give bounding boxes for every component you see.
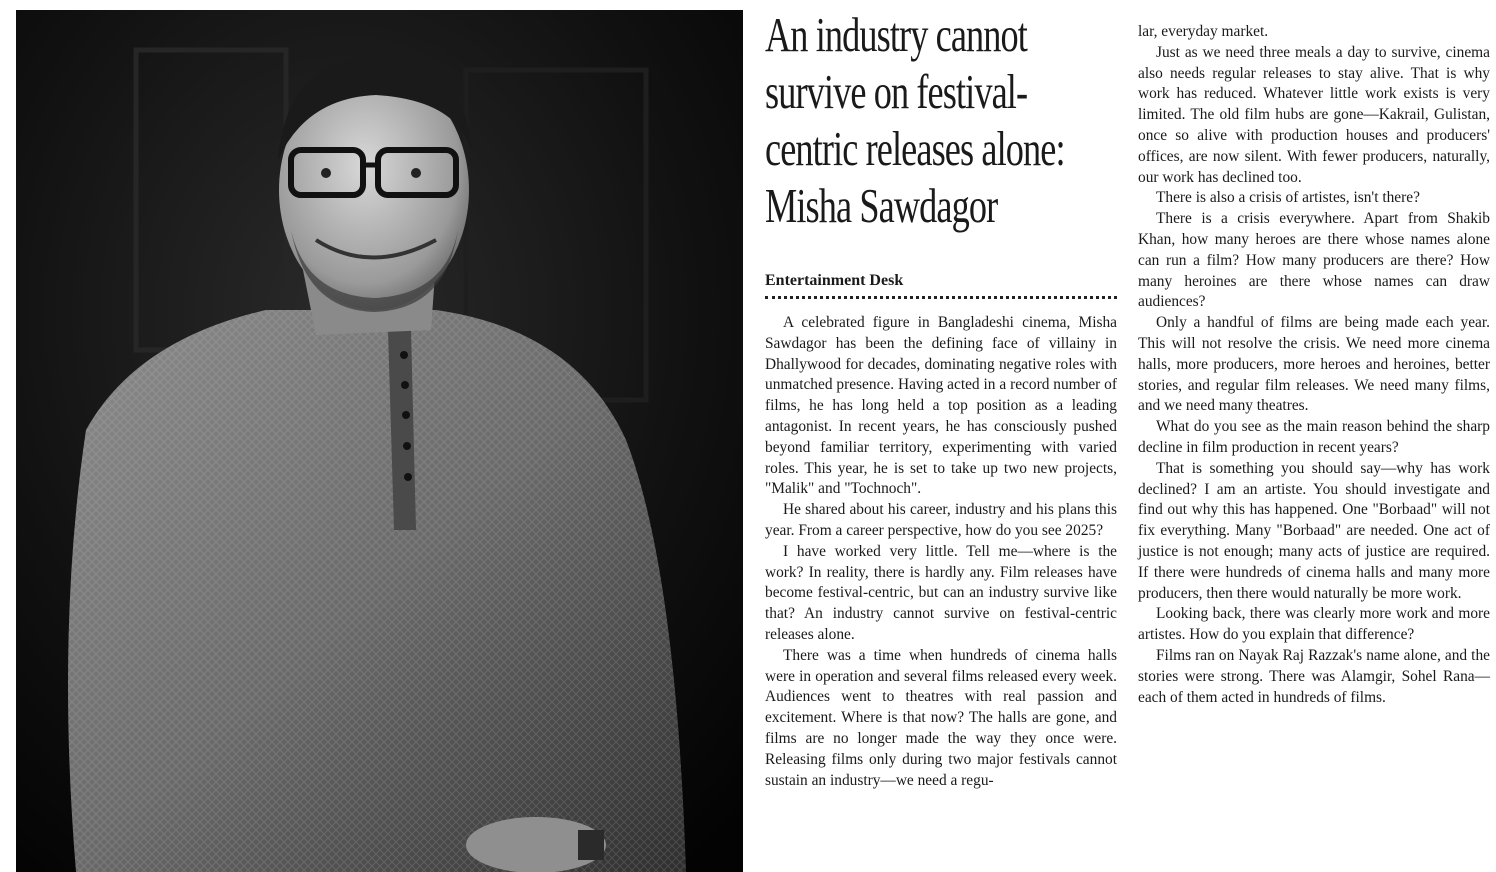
article-paragraph: He shared about his career, industry and his plans this year. From a career perspective, how do you see 2025? — [765, 501, 1117, 539]
article-paragraph: I have worked very little. Tell me—where is the work? In reality, there is hardly any. Film releases have become festival-centric, but can an industry survive like that? An industry cannot survive on festival-centric releases alone. — [765, 542, 1117, 643]
byline: Entertainment Desk — [765, 272, 904, 289]
headline: An industry cannot survive on festival-centric releases alone: Misha Sawdagor — [765, 7, 1065, 233]
byline-dotted-rule — [765, 296, 1117, 299]
article-paragraph: There is a crisis everywhere. Apart from Shakib Khan, how many heroes are there whose names alone can run a film? How many producers are there? How many heroines are there whose names can draw audiences? — [1138, 210, 1490, 311]
article-paragraph: Just as we need three meals a day to survive, cinema also needs regular releases to stay alive. That is why work has reduced. Whatever little work exists is very limited. The old film hubs are gone—Kakrail, Gulistan, once so alive with production houses and producers' offices, are now silent. With fewer producers, naturally, our work has declined too. — [1138, 43, 1490, 186]
article-paragraph: That is something you should say—why has work declined? I am an artiste. You should investigate and find out why this has happened. One "Borbaad" will not fix everything. Many "Borbaad" are needed. One act of justice is not enough; many acts of justice are required. If there were hundreds of cinema halls and many more producers, then there would naturally be more work. — [1138, 459, 1490, 602]
article-paragraph: A celebrated figure in Bangladeshi cinema, Misha Sawdagor has been the defining face of villainy in Dhallywood for decades, dominating negative roles with unmatched presence. Having acted in a record number of films, he has long held a top position as a leading antagonist. In recent years, he has consciously pushed beyond familiar territory, experimenting with varied roles. This year, he is set to take up two new projects, "Malik" and "Tochnoch". — [765, 314, 1117, 498]
article-column-2 — [1138, 22, 1490, 708]
article-paragraph: Only a handful of films are being made each year. This will not resolve the crisis. We need more cinema halls, more producers, more heroes and heroines, better stories, and regular film releases. We need many films, and we need many theatres. — [1138, 314, 1490, 415]
article-paragraph: There was a time when hundreds of cinema halls were in operation and several films released every week. Audiences went to theatres with real passion and excitement. Where is that now? The halls are gone, and films are no longer made the way they once were. Releasing films only during two major festivals cannot sustain an industry—we need a regu- — [765, 646, 1117, 789]
portrait-photo — [16, 10, 743, 872]
article-column-1 — [765, 313, 1117, 791]
article-paragraph: There is also a crisis of artistes, isn't there? — [1156, 189, 1420, 207]
article-paragraph: What do you see as the main reason behind the sharp decline in film production in recent years? — [1138, 418, 1490, 456]
portrait-illustration — [16, 10, 743, 872]
article-paragraph: Films ran on Nayak Raj Razzak's name alone, and the stories were strong. There was Alamgir, Sohel Rana—each of them acted in hundreds of films. — [1138, 646, 1490, 706]
article-paragraph: Looking back, there was clearly more work and more artistes. How do you explain that difference? — [1138, 605, 1490, 644]
article-paragraph-continuation: lar, everyday market. — [1138, 23, 1269, 40]
